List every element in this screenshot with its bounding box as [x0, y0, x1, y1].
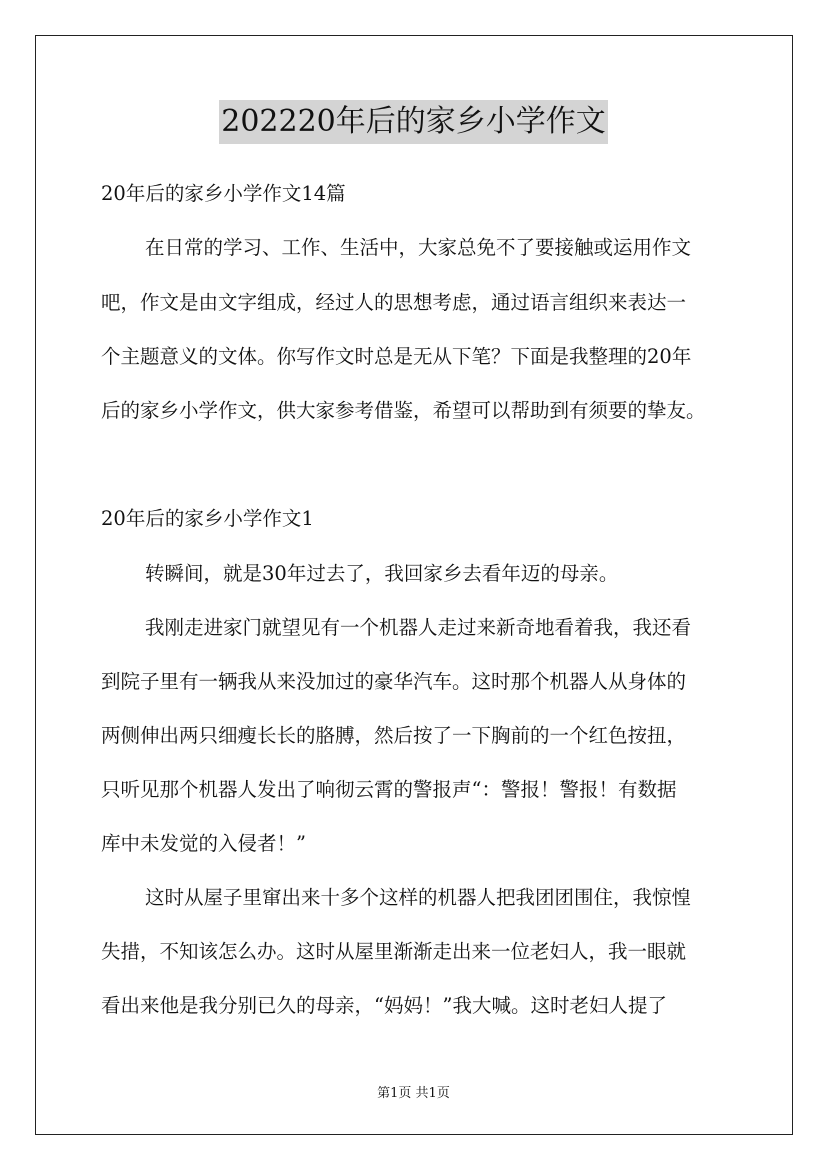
intro-line: 在日常的学习、工作、生活中，大家总免不了要接触或运用作文	[145, 236, 692, 259]
document-title: 202220年后的家乡小学作文	[219, 100, 608, 144]
paragraph-line: 看出来他是我分别已久的母亲，“妈妈！”我大喊。这时老妇人提了	[101, 994, 667, 1017]
paragraph-line: 两侧伸出两只细瘦长长的胳膊，然后按了一下胸前的一个红色按扭，	[101, 724, 687, 747]
paragraph-line: 库中未发觉的入侵者！”	[101, 832, 306, 855]
intro-line: 后的家乡小学作文，供大家参考借鉴，希望可以帮助到有须要的挚友。	[101, 399, 706, 422]
subtitle: 20年后的家乡小学作文14篇	[101, 182, 346, 205]
intro-line: 吧，作文是由文字组成，经过人的思想考虑，通过语言组织来表达一	[101, 291, 687, 314]
paragraph-line: 转瞬间，就是30年过去了，我回家乡去看年迈的母亲。	[145, 562, 619, 585]
paragraph-line: 到院子里有一辆我从来没加过的豪华汽车。这时那个机器人从身体的	[101, 670, 687, 693]
intro-line: 个主题意义的文体。你写作文时总是无从下笔？下面是我整理的20年	[101, 345, 692, 368]
title-container	[0, 100, 827, 144]
paragraph-line: 失措，不知该怎么办。这时从屋里渐渐走出来一位老妇人，我一眼就	[101, 940, 687, 963]
paragraph-line: 这时从屋子里窜出来十多个这样的机器人把我团团围住，我惊惶	[145, 886, 692, 909]
page-number: 第1页 共1页	[377, 1086, 450, 1101]
essay-heading: 20年后的家乡小学作文1	[101, 507, 314, 530]
paragraph-line: 我刚走进家门就望见有一个机器人走过来新奇地看着我，我还看	[145, 616, 692, 639]
paragraph-line: 只听见那个机器人发出了响彻云霄的警报声“：警报！警报！有数据	[101, 778, 677, 801]
